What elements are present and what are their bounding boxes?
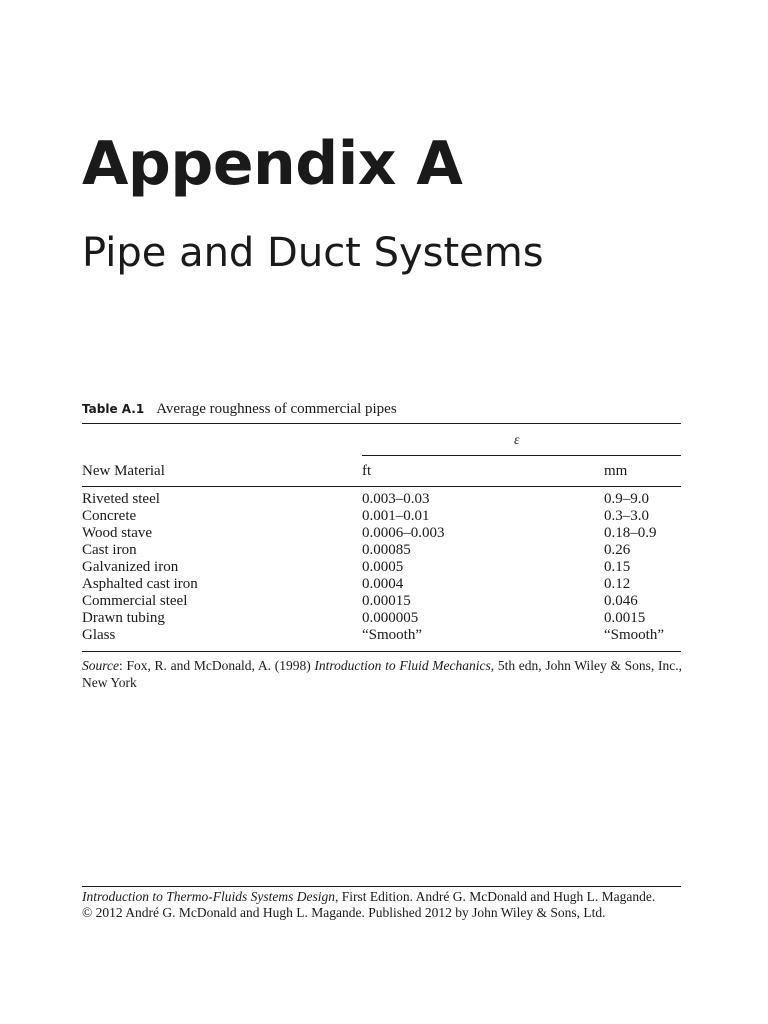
page-footer: [82, 889, 682, 921]
cell-ft: “Smooth”: [362, 627, 422, 643]
cell-mm: “Smooth”: [604, 627, 664, 643]
cell-ft: 0.0005: [362, 559, 404, 575]
table-row: [0, 491, 768, 508]
source-publication: , 5th edn, John Wiley & Sons, Inc., New York: [82, 658, 682, 690]
cell-material: Galvanized iron: [82, 559, 179, 575]
cell-mm: 0.046: [604, 593, 638, 609]
header-rule: [82, 486, 681, 487]
footer-book-title: Introduction to Thermo-Fluids Systems Design: [82, 889, 335, 904]
cell-material: Asphalted cast iron: [82, 576, 198, 592]
table-caption-text: Average roughness of commercial pipes: [156, 401, 397, 417]
cell-material: Cast iron: [82, 542, 137, 558]
cell-mm: 0.0015: [604, 610, 646, 626]
cell-ft: 0.000005: [362, 610, 419, 626]
cell-material: Glass: [82, 627, 116, 643]
chapter-subtitle: Pipe and Duct Systems: [82, 230, 544, 276]
source-book-title: Introduction to Fluid Mechanics: [314, 658, 491, 673]
cell-ft: 0.001–0.01: [362, 508, 430, 524]
column-header-mm: mm: [604, 463, 628, 479]
table-row: [0, 627, 768, 644]
table-row: [0, 508, 768, 525]
footer-copyright: © 2012 André G. McDonald and Hugh L. Magande. Published 2012 by John Wiley & Sons, Ltd.: [82, 905, 606, 920]
cell-ft: 0.003–0.03: [362, 491, 430, 507]
source-authors: : Fox, R. and McDonald, A. (1998): [119, 658, 315, 673]
table-row: [0, 525, 768, 542]
roughness-group-header: ε: [514, 433, 520, 448]
source-label: Source: [82, 658, 119, 673]
cell-material: Riveted steel: [82, 491, 160, 507]
footer-citation-line: [82, 889, 682, 905]
footer-edition: , First Edition. André G. McDonald and Hugh L. Magande.: [334, 889, 656, 904]
cell-ft: 0.0006–0.003: [362, 525, 445, 541]
column-header-ft: ft: [362, 463, 372, 479]
table-top-rule: [82, 423, 681, 424]
cell-ft: 0.00085: [362, 542, 411, 558]
chapter-title: Appendix A: [82, 129, 463, 199]
group-header-rule: [362, 455, 681, 456]
footer-rule: [82, 886, 681, 887]
cell-material: Drawn tubing: [82, 610, 165, 626]
cell-ft: 0.00015: [362, 593, 411, 609]
column-header-material: New Material: [82, 463, 165, 479]
table-row: [0, 593, 768, 610]
table-caption: [82, 399, 397, 419]
table-source-note: [82, 657, 682, 691]
table-row: [0, 576, 768, 593]
table-row: [0, 610, 768, 627]
table-body: [0, 491, 768, 644]
cell-material: Commercial steel: [82, 593, 188, 609]
table-label: Table A.1: [82, 402, 145, 416]
table-row: [0, 559, 768, 576]
cell-mm: 0.26: [604, 542, 631, 558]
cell-mm: 0.3–3.0: [604, 508, 649, 524]
table-row: [0, 542, 768, 559]
cell-material: Wood stave: [82, 525, 153, 541]
cell-ft: 0.0004: [362, 576, 404, 592]
cell-mm: 0.12: [604, 576, 631, 592]
cell-mm: 0.9–9.0: [604, 491, 649, 507]
cell-mm: 0.15: [604, 559, 631, 575]
cell-material: Concrete: [82, 508, 137, 524]
cell-mm: 0.18–0.9: [604, 525, 657, 541]
table-bottom-rule: [82, 651, 681, 652]
